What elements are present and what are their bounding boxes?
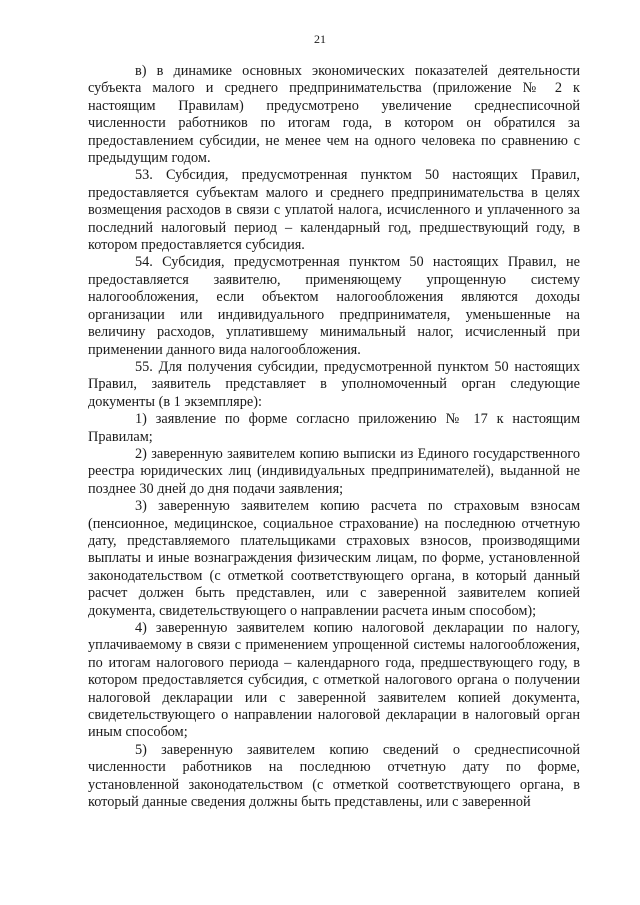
list-item-3: 3) заверенную заявителем копию расчета по страховым взносам (пенсионное, медицинское, социальное страхование) на последнюю отчетную дату, представляемого плательщиками страховых взносов, производящими выплаты и иные вознаграждения физическим лицам, по форме, установленной законодательством (с отметкой соответствующего органа, в который данный расчет должен быть представлен, или с заверенной заявителем копией документа, свидетельствующего о направлении расчета иным способом); bbox=[88, 498, 580, 619]
document-body bbox=[88, 63, 580, 811]
list-item-5: 5) заверенную заявителем копию сведений о среднесписочной численности работников на последнюю отчетную дату по форме, установленной законодательством (с отметкой соответствующего органа, в который данные сведения должны быть представлены, или с заверенной bbox=[88, 741, 580, 811]
list-item-1: 1) заявление по форме согласно приложению № 17 к настоящим Правилам; bbox=[88, 411, 580, 445]
list-item-2: 2) заверенную заявителем копию выписки из Единого государственного реестра юридических лиц (индивидуальных предпринимателей), выданной не позднее 30 дней до дня подачи заявления; bbox=[88, 445, 580, 497]
page-number: 21 bbox=[314, 32, 326, 46]
paragraph-53: 53. Субсидия, предусмотренная пунктом 50 настоящих Правил, предоставляется субъектам малого и среднего предпринимательства в целях возмещения расходов в связи с уплатой налога, исчисленного и уплаченного за последний налоговый период – календарный год, предшествующий году, в котором предоставляется субсидия. bbox=[88, 167, 580, 254]
list-item-4: 4) заверенную заявителем копию налоговой декларации по налогу, уплачиваемому в связи с применением упрощенной системы налогообложения, по итогам налогового периода – календарного года, предшествующего году, в котором предоставляется субсидия, с отметкой налогового органа о получении налоговой декларации или с заверенной заявителем копией документа, свидетельствующего о направлении налоговой декларации в налоговый орган иным способом; bbox=[88, 620, 580, 741]
paragraph-52v: в) в динамике основных экономических показателей деятельности субъекта малого и среднего предпринимательства (приложение № 2 к настоящим Правилам) предусмотрено увеличение среднесписочной численности работников по итогам года, в котором он обратился за предоставлением субсидии, не менее чем на одного человека по сравнению с предыдущим годом. bbox=[88, 63, 580, 167]
paragraph-54: 54. Субсидия, предусмотренная пунктом 50 настоящих Правил, не предоставляется заявителю, применяющему упрощенную систему налогообложения, если объектом налогообложения являются доходы организации или индивидуального предпринимателя, уменьшенные на величину расходов, уплатившему минимальный налог, исчисленный при применении данного вида налогообложения. bbox=[88, 254, 580, 358]
paragraph-55: 55. Для получения субсидии, предусмотренной пунктом 50 настоящих Правил, заявитель представляет в уполномоченный орган следующие документы (в 1 экземпляре): bbox=[88, 358, 580, 410]
